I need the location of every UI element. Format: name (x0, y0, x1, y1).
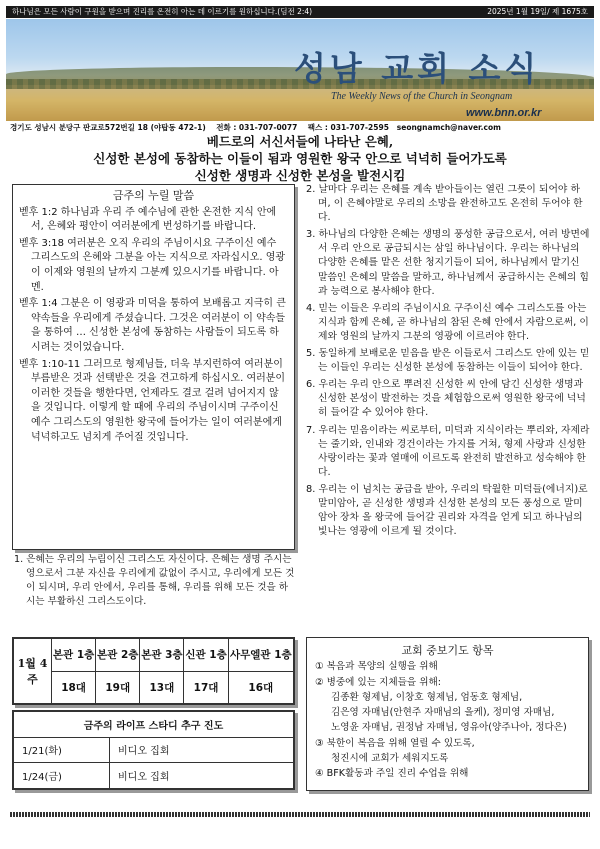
verses-box (12, 184, 295, 550)
headline-line: 신성한 생명과 신성한 본성을 발전시킴 (194, 168, 406, 183)
prayer-title: 교회 중보기도 항목 (401, 644, 494, 657)
newsletter-title: 성남 교회 소식 (294, 49, 541, 88)
verses-title: 금주의 누릴 말씀 (112, 189, 195, 202)
prayer-item: 김종환 형제님, 이창호 형제님, 엄동호 형제님, (331, 691, 523, 703)
outline-point: 2. 날마다 우리는 은혜를 계속 받아들이는 열린 그릇이 되어야 하며, 이 은혜야말로 우리의 소망을 완전하고도 온전히 두어야 한다. (306, 184, 583, 224)
verse-item: 벧후 1:2 하나님과 우리 주 예수님에 관한 온전한 지식 안에서, 은혜와 평안이 여러분에게 번성하기를 바랍니다. (19, 206, 277, 233)
study-activity: 비디오 집회 (110, 737, 294, 763)
attendance-header: 본관 1층 (52, 639, 96, 672)
newsletter-subtitle: The Weekly News of the Church in Seongnam (331, 91, 513, 102)
headline-line: 베드로의 서신서들에 나타난 은혜, (206, 134, 394, 149)
prayer-item: 노영윤 자매님, 권정남 자매님, 영유아(양주나아, 정다은) (331, 722, 567, 734)
email[interactable]: seongnamch@naver.com (396, 123, 501, 132)
address: 경기도 성남시 분당구 판교로572번길 18 (야탑동 472-1) (10, 123, 206, 132)
outline-point: 3. 하나님의 다양한 은혜는 생명의 풍성한 공급으로서, 여러 방면에서 우리 안으로 공급되시는 삼일 하나님이다. 우리는 하나님의 다양한 은혜를 맡은 선한 청지기들이 되어, 하나님께서 맡기신 말씀인 은혜의 말씀을 말하고, 하나님께서 공급하시는 은혜의 힘과 능력으로 봉사해야 한다. (306, 229, 590, 297)
attendance-value: 18대 (52, 671, 96, 704)
prayer-item: 김은영 자매님(안현주 자매님의 올케), 정미영 자매님, (331, 707, 555, 719)
headline (10, 133, 590, 184)
study-date: 1/24(금) (14, 763, 110, 789)
outline-point: 1. 은혜는 우리의 누림이신 그리스도 자신이다. 은혜는 생명 주시는 영으로서 그분 자신을 우리에게 값없이 주시고, 우리에게 모든 것이 되시며, 우리 안에서, 우리를 통해, 우리를 위해 모든 것을 하시는 부활하신 그리스도이다. (14, 554, 295, 607)
attendance-value: 19대 (96, 671, 140, 704)
footer-divider (10, 812, 590, 817)
date-issue: 2025년 1월 19일/ 제 1675호 (487, 7, 588, 16)
prayer-item: ① 복음과 목양의 실행을 위해 (315, 661, 438, 673)
attendance-week-label: 1월 4주 (14, 639, 52, 704)
attendance-header: 신관 1층 (184, 639, 228, 672)
prayer-item: ④ BFK활동과 주일 진리 수업을 위해 (315, 768, 469, 780)
prayer-item: 청진시에 교회가 세워지도록 (331, 753, 449, 765)
study-activity: 비디오 집회 (110, 763, 294, 789)
outline-point: 7. 우리는 믿음이라는 씨로부터, 미덕과 지식이라는 뿌리와, 자제라는 줄기와, 인내와 경건이라는 가지를 거쳐, 형제 사랑과 신성한 사랑이라는 꽃과 열매에 이르도록 완전히 발전하고 성숙해야 한다. (306, 424, 590, 478)
outline-point: 8. 우리는 이 넘치는 공급을 받아, 우리의 탁월한 미덕들(에너지)로 말미암아, 곧 신성한 생명과 신성한 본성의 모든 풍성으로 말미암아 장차 올 왕국에 들어갈 권리와 자격을 얻게 되고 하나님의 빛나는 영광에 이르게 될 것이다. (306, 483, 588, 538)
table-row (14, 763, 294, 789)
attendance-header: 본관 2층 (96, 639, 140, 672)
phone: 전화 : 031-707-0077 (216, 123, 298, 132)
table-row (14, 737, 294, 763)
verse-item: 벧후 3:18 여러분은 오직 우리의 주님이시요 구주이신 예수 그리스도의 은혜와 그분을 아는 지식으로 자라십시오. 영광이 이제와 영원의 날까지 그분께 있으시기를 바랍니다. 아멘. (19, 237, 286, 293)
top-tagline-bar (6, 6, 594, 18)
header-banner (6, 19, 594, 121)
contact-line (10, 122, 590, 133)
verse-item: 벧후 1:4 그분은 이 영광과 미덕을 통하여 보배롭고 지극히 큰 약속들을 우리에게 주셨습니다. 그것은 여러분이 이 약속들을 통하여 … 신성한 본성에 동참하는 사람들이 되도록 하시려는 것이었습니다. (19, 298, 286, 353)
attendance-value: 16대 (228, 671, 293, 704)
website-link[interactable]: www.bnn.or.kr (466, 107, 542, 119)
tagline: 하나님은 모든 사람이 구원을 받으며 진리를 온전히 아는 데 이르기를 원하십니다.(딤전 2:4) (12, 7, 313, 16)
prayer-box (306, 637, 589, 791)
prayer-item: ② 병중에 있는 지체들을 위해: (315, 676, 441, 688)
prayer-item: ③ 북한이 복음을 위해 열릴 수 있도록, (315, 737, 475, 749)
attendance-table (12, 637, 295, 705)
outline-point: 4. 믿는 이들은 우리의 주님이시요 구주이신 예수 그리스도를 아는 지식과 함께 은혜, 곧 하나님의 참된 은혜 안에서 자람으로써, 이제와 영원의 날까지 그분의 영광에 이르러야 한다. (306, 302, 589, 342)
attendance-value: 13대 (140, 671, 184, 704)
verse-item: 벧후 1:10-11 그러므로 형제님들, 더욱 부지런하여 여러분이 부름받은 것과 선택받은 것을 견고하게 하십시오. 여러분이 이러한 것들을 행한다면, 언제라도 결코 걸려 넘어지지 않을 것입니다. 이렇게 할 때에 우리의 주님이시며 구주이신 예수 그리스도의 영원한 왕국에 들어가는 일이 여러분에게 넉넉하고도 넘치게 주어질 것입니다. (19, 358, 286, 443)
study-schedule-table (12, 710, 295, 790)
fax: 팩스 : 031-707-2595 (307, 123, 389, 132)
headline-line: 신성한 본성에 동참하는 이들이 됨과 영원한 왕국 안으로 넉넉히 들어가도록 (93, 151, 507, 166)
attendance-header: 본관 3층 (140, 639, 184, 672)
outline-point: 6. 우리는 우리 안으로 뿌려진 신성한 씨 안에 담긴 신성한 생명과 신성한 본성이 발전하는 것을 체험함으로써 영원한 왕국에 넉넉히 들어갈 수 있어야 한다. (306, 379, 586, 419)
attendance-header: 사무엘관 1층 (228, 639, 293, 672)
attendance-value: 17대 (184, 671, 228, 704)
study-title: 금주의 라이프 스타디 추구 진도 (14, 712, 294, 738)
outline-column (306, 183, 590, 542)
study-date: 1/21(화) (14, 737, 110, 763)
outline-point: 5. 동일하게 보배로운 믿음을 받은 이들로서 그리스도 안에 있는 믿는 이들인 우리는 신성한 본성에 동참하는 이들이 되어야 한다. (306, 348, 590, 374)
